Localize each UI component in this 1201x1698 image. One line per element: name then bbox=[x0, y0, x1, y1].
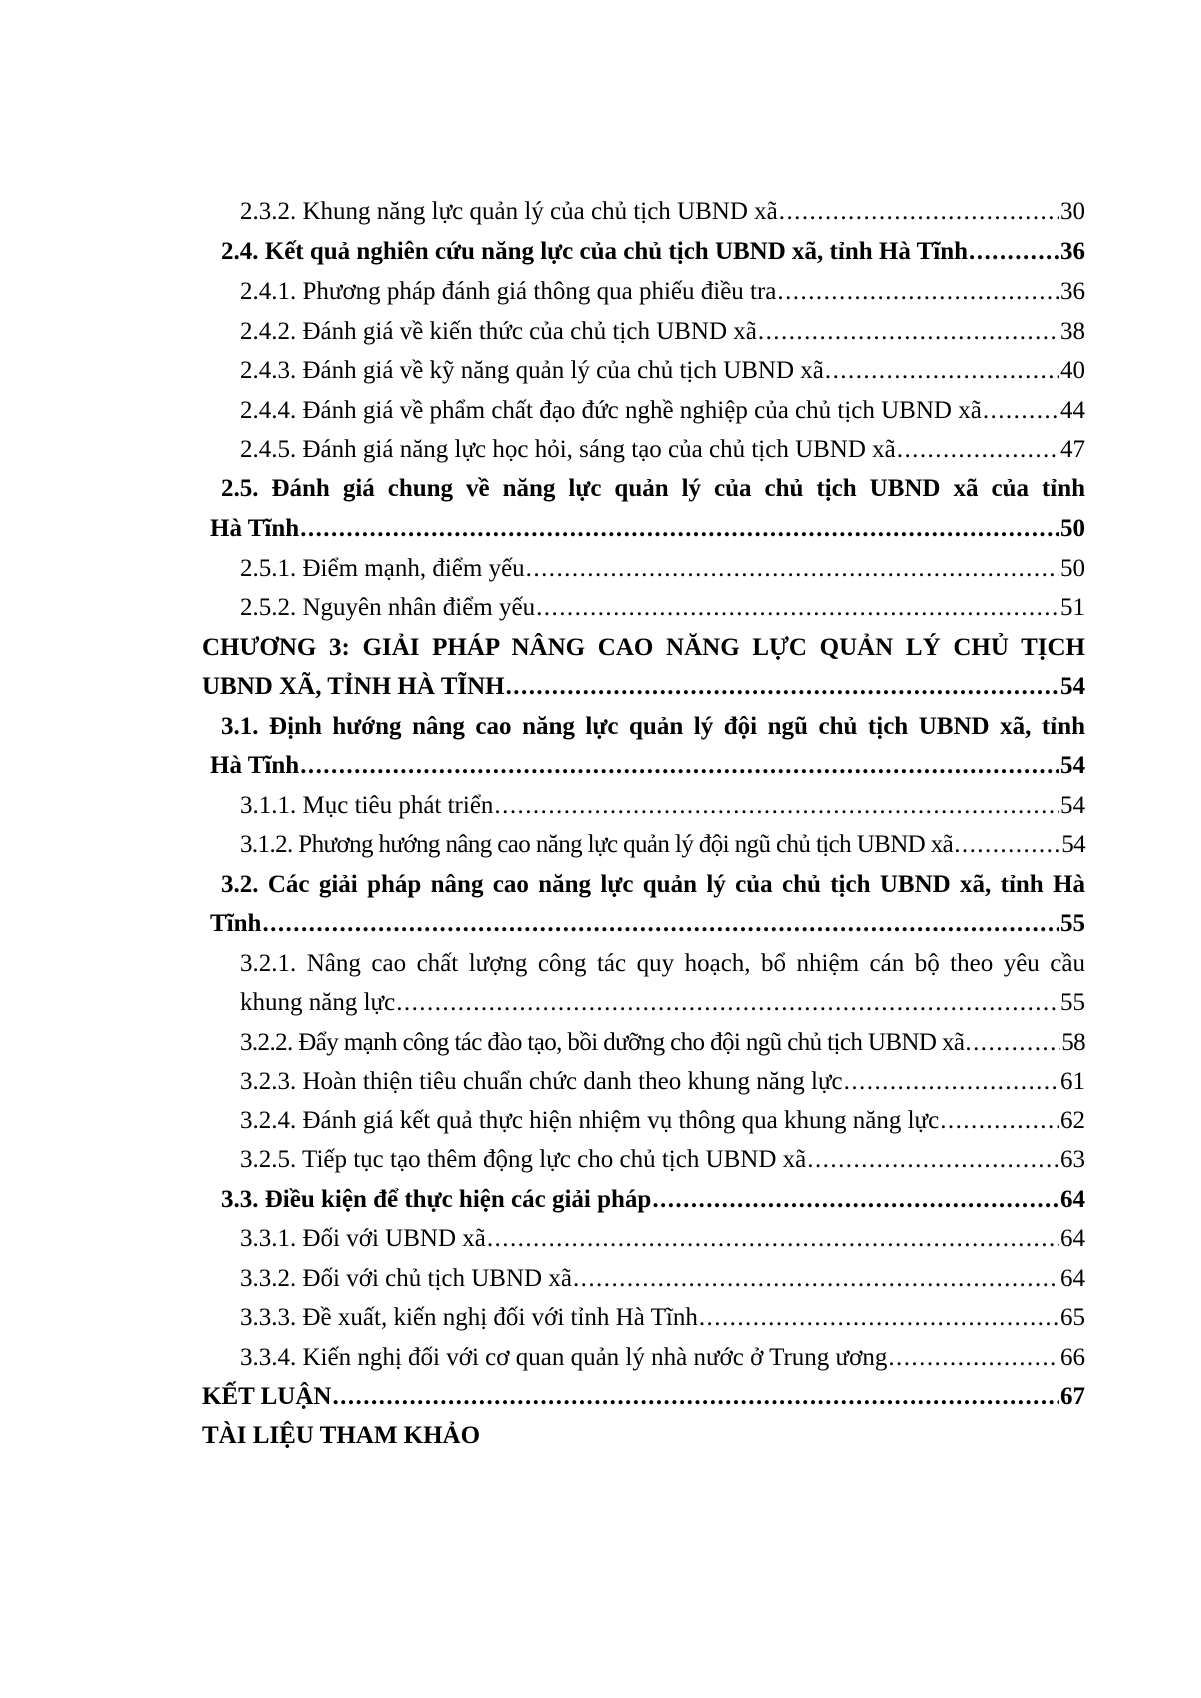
toc-entry bbox=[240, 1263, 1085, 1295]
toc-entry bbox=[240, 355, 1085, 387]
toc-entry-page: 61 bbox=[1060, 1068, 1085, 1095]
toc-entry-page: 30 bbox=[1060, 198, 1085, 225]
toc-entry bbox=[210, 750, 1085, 782]
toc-entry bbox=[240, 1302, 1085, 1334]
toc-entry-page: 58 bbox=[1061, 1029, 1085, 1056]
toc-entry bbox=[202, 1381, 1085, 1413]
toc-entry bbox=[210, 908, 1085, 940]
toc-entry bbox=[240, 592, 1085, 624]
toc-entry-title: 3.2.4. Đánh giá kết quả thực hiện nhiệm vụ thông qua khung năng lực bbox=[240, 1107, 940, 1134]
toc-entry bbox=[240, 1223, 1085, 1255]
toc-entry bbox=[240, 276, 1085, 308]
toc-entry-title-line1: 2.5. Đánh giá chung về năng lực quản lý của chủ tịch UBND xã của tỉnh bbox=[221, 475, 1085, 502]
toc-entry bbox=[202, 671, 1085, 703]
toc-entry-page: 63 bbox=[1060, 1146, 1085, 1173]
toc-entry-page: 50 bbox=[1060, 515, 1085, 542]
toc-entry bbox=[221, 869, 1085, 901]
toc-entry-page: 51 bbox=[1060, 594, 1085, 621]
toc-entry bbox=[240, 1027, 1085, 1059]
toc-entry-page: 64 bbox=[1060, 1265, 1085, 1292]
toc-entry bbox=[240, 434, 1085, 466]
toc-entry bbox=[240, 829, 1085, 861]
toc-entry-title: 2.4.5. Đánh giá năng lực học hỏi, sáng tạo của chủ tịch UBND xã bbox=[240, 436, 896, 463]
toc-entry-title: 3.3.3. Đề xuất, kiến nghị đối với tỉnh Hà Tĩnh bbox=[240, 1304, 698, 1331]
toc-entry bbox=[240, 1342, 1085, 1374]
toc-entry-title: Hà Tĩnh bbox=[210, 515, 300, 542]
toc-entry-title: 2.4. Kết quả nghiên cứu năng lực của chủ tịch UBND xã, tỉnh Hà Tĩnh bbox=[221, 238, 969, 265]
toc-entry bbox=[221, 711, 1085, 743]
toc-entry-title: 3.3.1. Đối với UBND xã bbox=[240, 1225, 486, 1252]
toc-entry-title: 3.2.3. Hoàn thiện tiêu chuẩn chức danh theo khung năng lực bbox=[240, 1068, 843, 1095]
toc-entry-page: 36 bbox=[1060, 278, 1085, 305]
toc-entry-page: 54 bbox=[1060, 673, 1085, 700]
toc-entry-title: 3.1.1. Mục tiêu phát triển bbox=[240, 792, 494, 819]
toc-entry-title-line1: 3.1. Định hướng nâng cao năng lực quản lý đội ngũ chủ tịch UBND xã, tỉnh bbox=[221, 713, 1085, 740]
toc-entry-title-line1: 3.2. Các giải pháp nâng cao năng lực quản lý của chủ tịch UBND xã, tỉnh Hà bbox=[221, 871, 1085, 898]
toc-entry bbox=[240, 196, 1085, 228]
toc-entry-title: 2.4.2. Đánh giá về kiến thức của chủ tịch UBND xã bbox=[240, 318, 757, 345]
toc-entry bbox=[202, 1420, 1085, 1452]
toc-entry-page: 47 bbox=[1060, 436, 1085, 463]
toc-entry-page: 50 bbox=[1060, 555, 1085, 582]
toc-entry-title: 2.4.1. Phương pháp đánh giá thông qua phiếu điều tra bbox=[240, 278, 777, 305]
toc-entry bbox=[221, 1184, 1085, 1216]
toc-entry-title: khung năng lực bbox=[240, 989, 396, 1016]
toc-entry-page: 55 bbox=[1060, 910, 1085, 937]
toc-entry-title: 3.3. Điều kiện để thực hiện các giải pháp bbox=[221, 1186, 652, 1213]
toc-entry bbox=[240, 395, 1085, 427]
toc-entry-page: 38 bbox=[1060, 318, 1085, 345]
toc-entry bbox=[240, 948, 1085, 980]
toc-entry-title: 2.4.4. Đánh giá về phẩm chất đạo đức nghề nghiệp của chủ tịch UBND xã bbox=[240, 397, 982, 424]
toc-entry bbox=[202, 632, 1085, 664]
toc-entry-title: Hà Tĩnh bbox=[210, 752, 300, 779]
toc-entry-title: 3.2.5. Tiếp tục tạo thêm động lực cho chủ tịch UBND xã bbox=[240, 1146, 807, 1173]
toc-entry-title-line1: 3.2.1. Nâng cao chất lượng công tác quy hoạch, bổ nhiệm cán bộ theo yêu cầu bbox=[240, 950, 1085, 977]
toc-entry-title: KẾT LUẬN bbox=[202, 1383, 332, 1410]
toc-entry-page: 44 bbox=[1060, 397, 1085, 424]
toc-entry-title: 2.3.2. Khung năng lực quản lý của chủ tịch UBND xã bbox=[240, 198, 778, 225]
toc-entry-title: 2.4.3. Đánh giá về kỹ năng quản lý của chủ tịch UBND xã bbox=[240, 357, 824, 384]
toc-entry-title: 3.3.4. Kiến nghị đối với cơ quan quản lý nhà nước ở Trung ương bbox=[240, 1344, 888, 1371]
toc-entry bbox=[221, 236, 1085, 268]
toc-entry-page: 40 bbox=[1060, 357, 1085, 384]
toc-entry-page: 54 bbox=[1060, 792, 1085, 819]
toc-entry-page: 54 bbox=[1061, 831, 1085, 858]
toc-entry-page: 65 bbox=[1060, 1304, 1085, 1331]
toc-entry-title: 3.2.2. Đẩy mạnh công tác đào tạo, bồi dưỡng cho đội ngũ chủ tịch UBND xã bbox=[240, 1029, 965, 1056]
toc-entry bbox=[240, 553, 1085, 585]
toc-entry-title: 2.5.2. Nguyên nhân điểm yếu bbox=[240, 594, 536, 621]
toc-entry bbox=[240, 987, 1085, 1019]
toc-entry-page: 54 bbox=[1060, 752, 1085, 779]
toc-entry-title: 3.1.2. Phương hướng nâng cao năng lực quản lý đội ngũ chủ tịch UBND xã bbox=[240, 831, 954, 858]
toc-entry-page: 66 bbox=[1060, 1344, 1085, 1371]
toc-entry-page: 36 bbox=[1060, 238, 1085, 265]
toc-entry bbox=[240, 316, 1085, 348]
toc-entry-page: 67 bbox=[1060, 1383, 1085, 1410]
toc-entry-title: Tĩnh bbox=[210, 910, 262, 937]
toc-entry bbox=[240, 1105, 1085, 1137]
toc-entry-page: 64 bbox=[1060, 1225, 1085, 1252]
toc-entry bbox=[221, 473, 1085, 505]
toc-entry-page: 62 bbox=[1060, 1107, 1085, 1134]
toc-entry bbox=[240, 790, 1085, 822]
toc-entry-page: 55 bbox=[1060, 989, 1085, 1016]
toc-entry-title: UBND XÃ, TỈNH HÀ TĨNH bbox=[202, 673, 505, 700]
toc-entry-title-line1: CHƯƠNG 3: GIẢI PHÁP NÂNG CAO NĂNG LỰC QUẢN LÝ CHỦ TỊCH bbox=[202, 634, 1085, 661]
toc-entry-page: 64 bbox=[1060, 1186, 1085, 1213]
toc-entry-title: 2.5.1. Điểm mạnh, điểm yếu bbox=[240, 555, 525, 582]
toc-entry bbox=[240, 1144, 1085, 1176]
toc-entry bbox=[240, 1066, 1085, 1098]
toc-entry-title: TÀI LIỆU THAM KHẢO bbox=[202, 1422, 481, 1449]
toc-entry-title: 3.3.2. Đối với chủ tịch UBND xã bbox=[240, 1265, 572, 1292]
toc-entry bbox=[210, 513, 1085, 545]
